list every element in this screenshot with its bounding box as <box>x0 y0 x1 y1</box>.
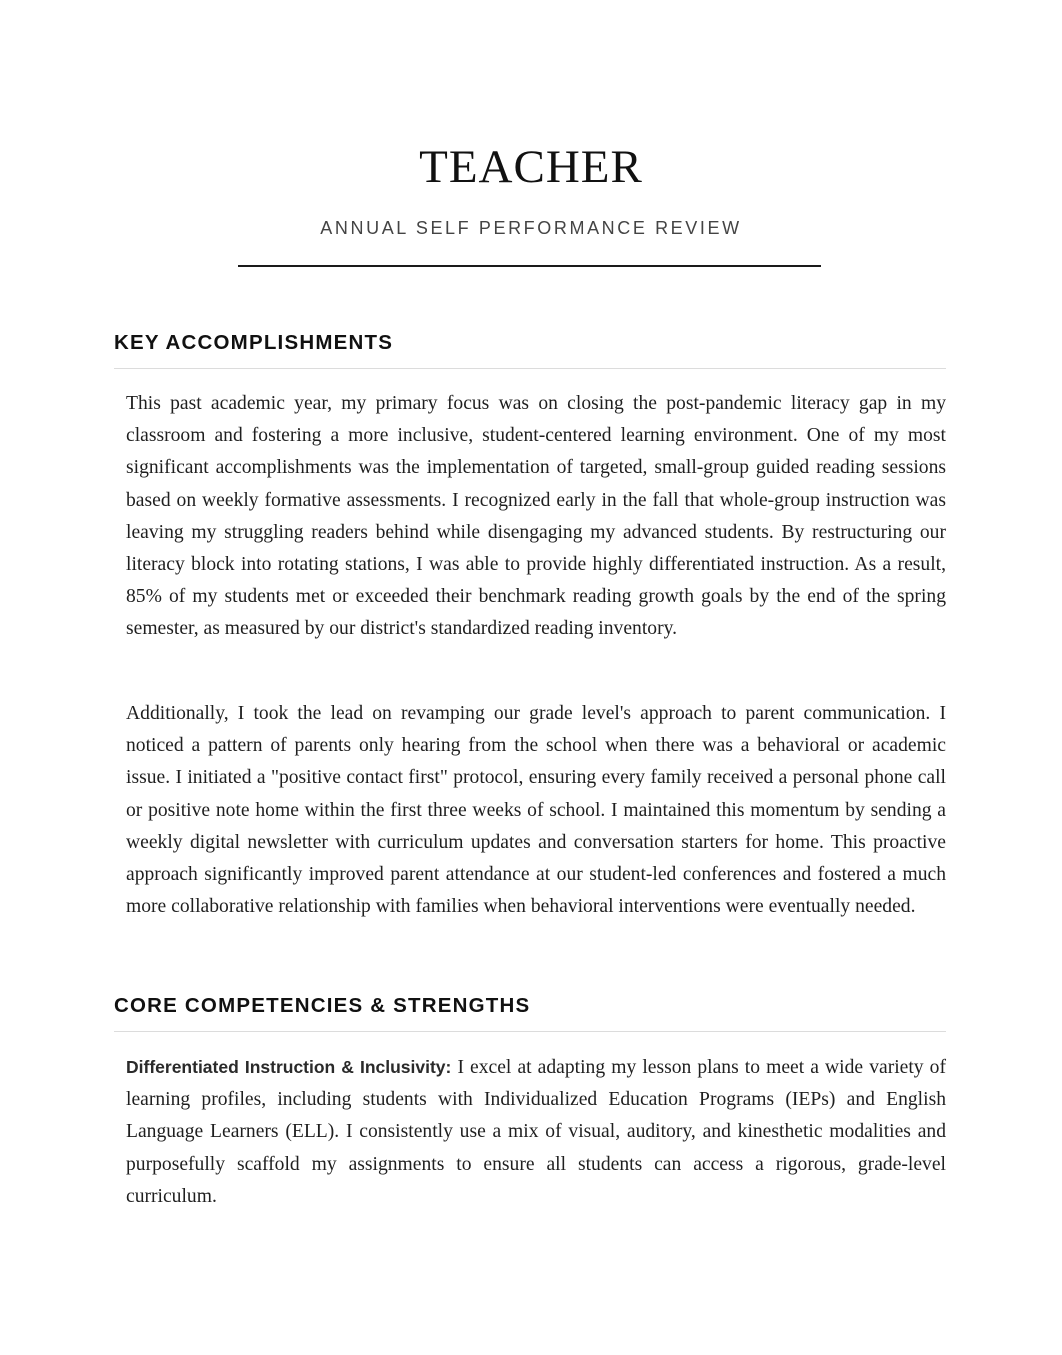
competency-label: Differentiated Instruction & Inclusivity: <box>126 1057 452 1077</box>
section-divider <box>114 368 946 369</box>
competency-item <box>126 1051 946 1213</box>
accomplishments-paragraph-1: This past academic year, my primary focus was on closing the post-pandemic literacy gap in my classroom and fostering a more inclusive, student-centered learning environment. One of my most significant accomplishments was the implementation of targeted, small-group guided reading sessions based on weekly formative assessments. I recognized early in the fall that whole-group instruction was leaving my struggling readers behind while disengaging my advanced students. By restructuring our literacy block into rotating stations, I was able to provide highly differentiated instruction. As a result, 85% of my students met or exceeded their benchmark reading growth goals by the end of the spring semester, as measured by our district's standardized reading inventory. <box>126 393 946 640</box>
document-title: TEACHER <box>419 141 643 193</box>
competency-text: I excel at adapting my lesson plans to meet a wide variety of learning profiles, including students with Individualized Education Programs (IEPs) and English Language Learners (ELL). I consistently use a mix of visual, auditory, and kinesthetic modalities and purposefully scaffold my assignments to ensure all students can access a rigorous, grade-level curriculum. <box>126 1057 946 1207</box>
title-divider <box>238 265 821 267</box>
accomplishments-paragraph-2: Additionally, I took the lead on revamping our grade level's approach to parent communication. I noticed a pattern of parents only hearing from the school when there was a behavioral or academic issue. I initiated a "positive contact first" protocol, ensuring every family received a personal phone call or positive note home within the first three weeks of school. I maintained this momentum by sending a weekly digital newsletter with curriculum updates and conversation starters for home. This proactive approach significantly improved parent attendance at our student-led conferences and fostered a much more collaborative relationship with families when behavioral interventions were eventually needed. <box>126 703 946 918</box>
document-subtitle: ANNUAL SELF PERFORMANCE REVIEW <box>320 218 742 238</box>
section-heading-key-accomplishments: KEY ACCOMPLISHMENTS <box>114 331 394 354</box>
section-divider <box>114 1031 946 1032</box>
section-heading-core-competencies: CORE COMPETENCIES & STRENGTHS <box>114 994 531 1017</box>
